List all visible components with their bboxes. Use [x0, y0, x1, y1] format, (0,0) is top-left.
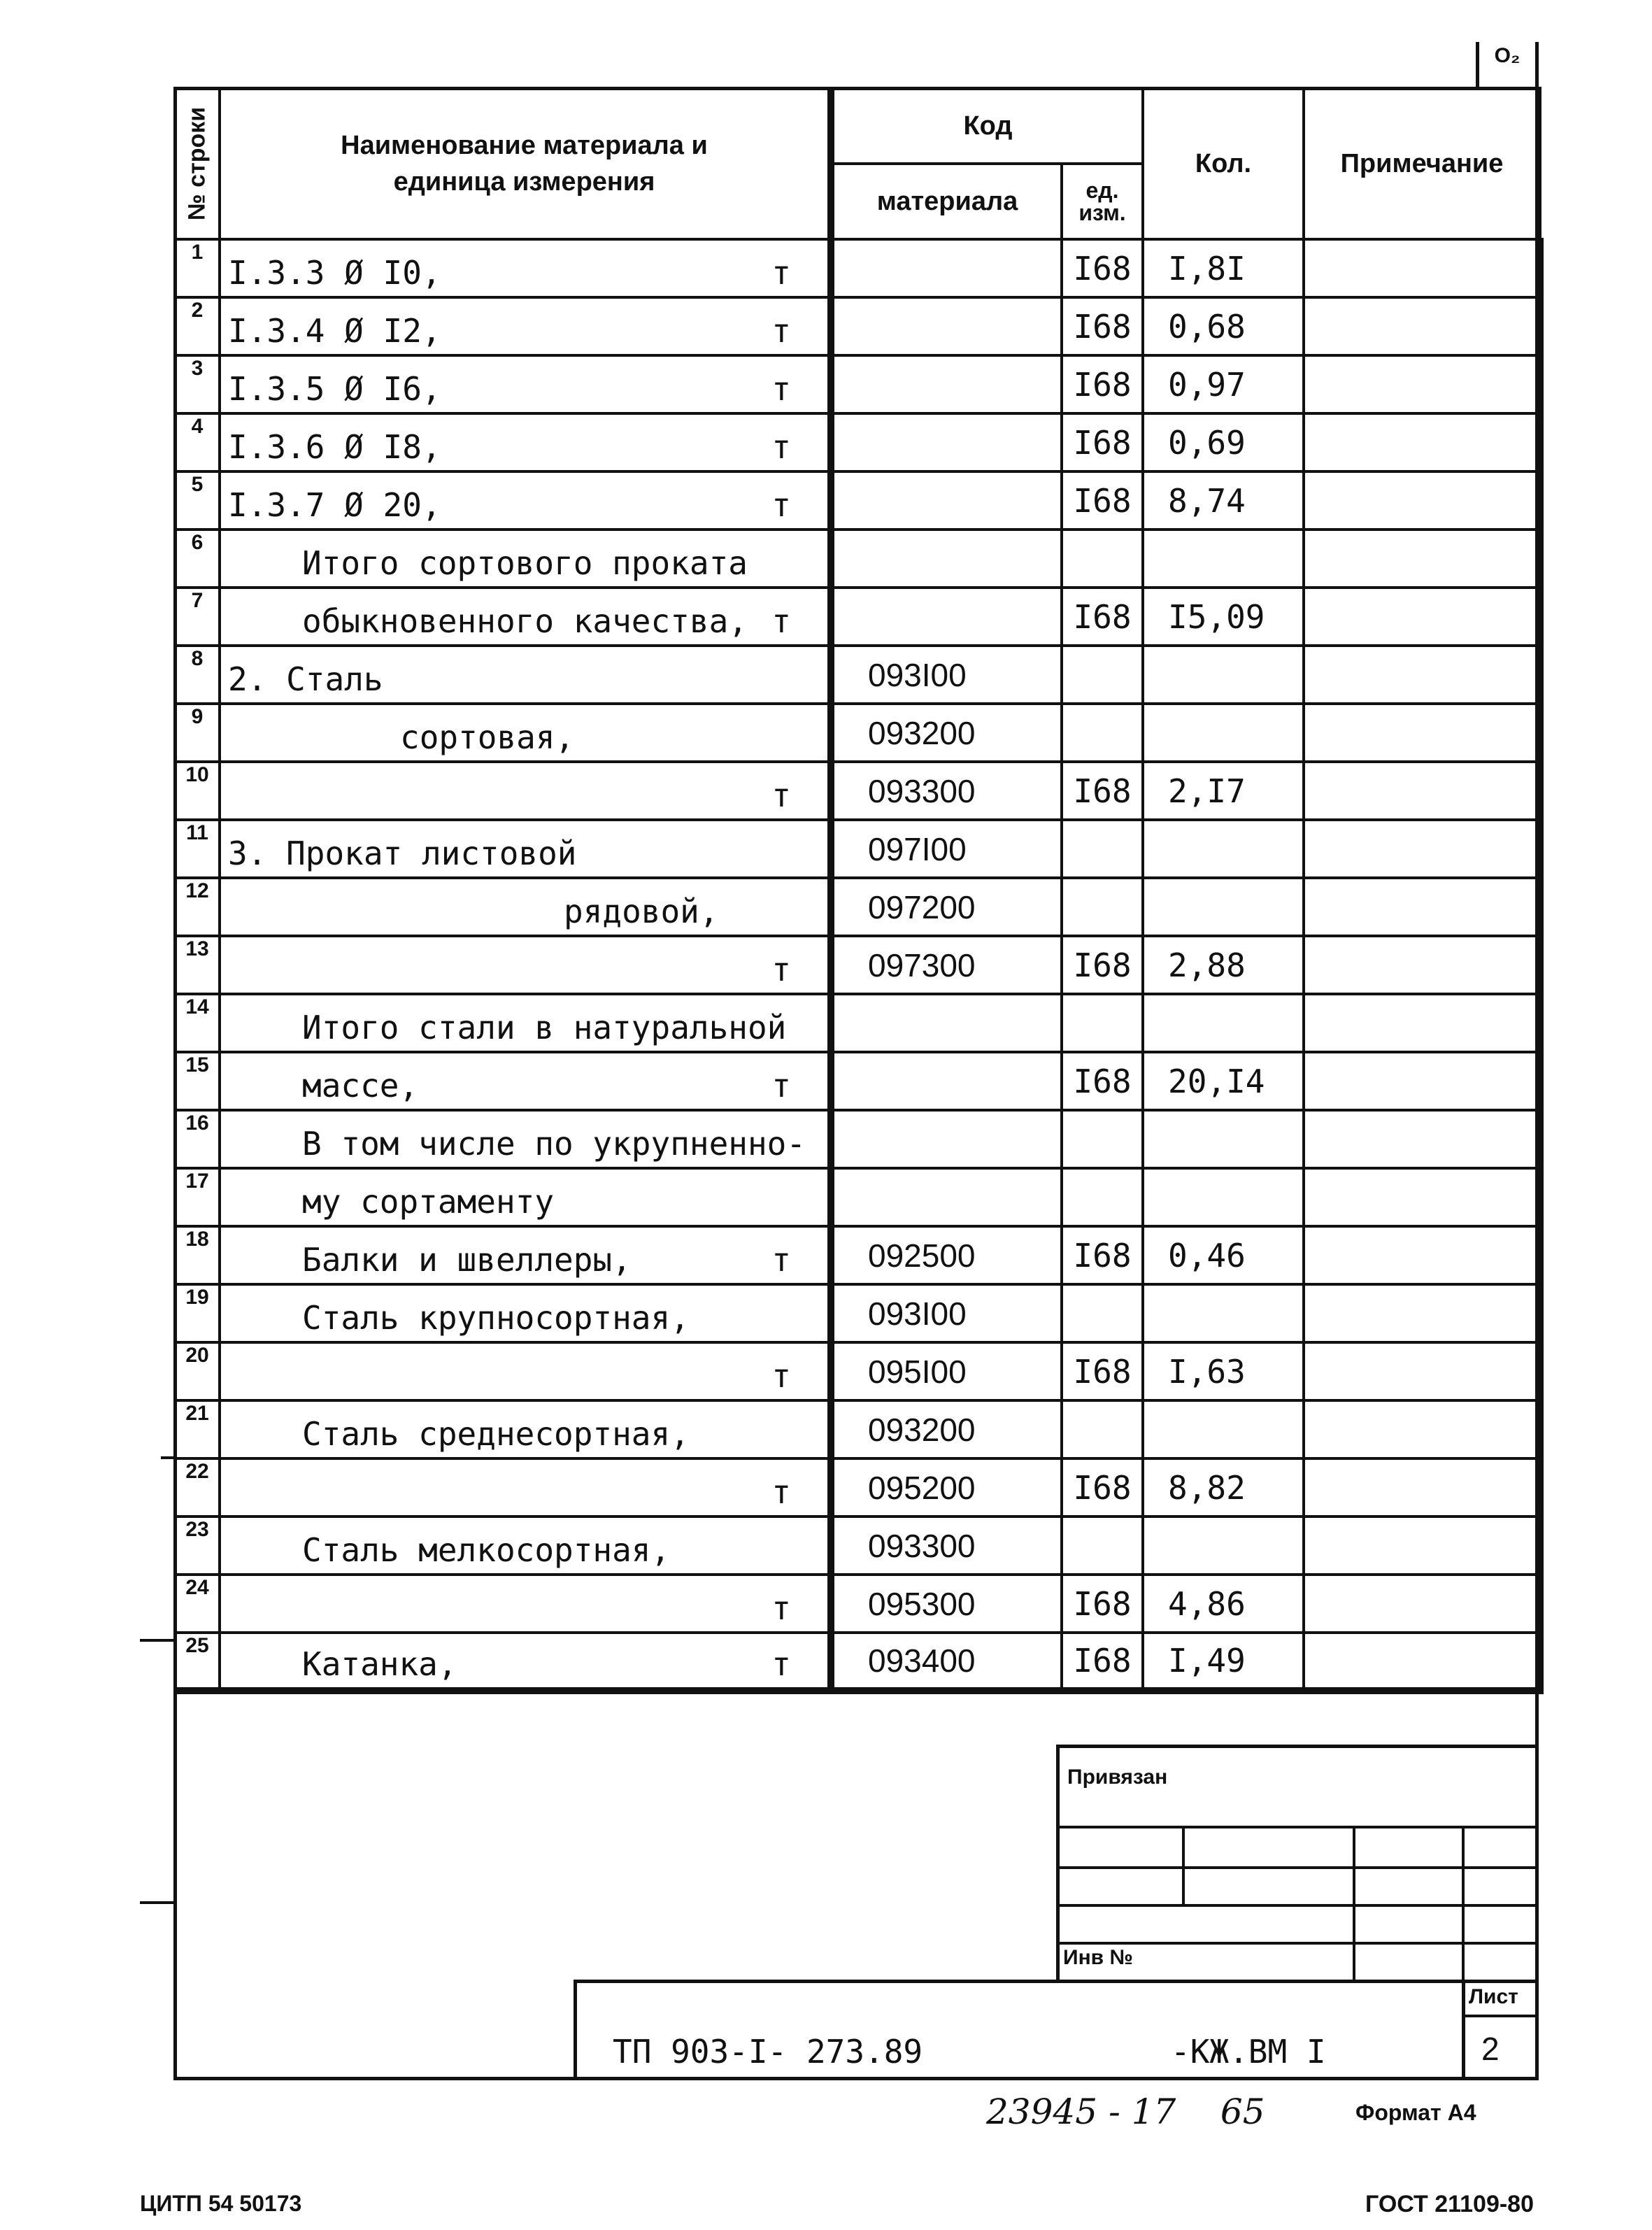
quantity: I,49: [1143, 1633, 1304, 1691]
material-code: 097I00: [831, 820, 1062, 878]
corner-mark-text: О₂: [1494, 44, 1521, 67]
material-code: [831, 994, 1062, 1052]
table-row: [175, 355, 1540, 413]
unit-code: [1062, 1110, 1143, 1168]
material-name-text: Итого сортового проката: [302, 544, 748, 582]
quantity: 0,68: [1143, 297, 1304, 355]
note: [1304, 704, 1540, 762]
material-name: [220, 239, 831, 297]
material-name: [220, 1226, 831, 1284]
quantity: 0,46: [1143, 1226, 1304, 1284]
row-number: 5: [175, 471, 220, 530]
quantity: 8,74: [1143, 471, 1304, 530]
unit-code: [1062, 878, 1143, 936]
material-name-text: Сталь среднесортная,: [302, 1415, 690, 1453]
row-number: 19: [175, 1284, 220, 1342]
table-row: [175, 1110, 1540, 1168]
note: [1304, 1342, 1540, 1400]
note: [1304, 413, 1540, 471]
table-row: [175, 646, 1540, 704]
row-number: 25: [175, 1633, 220, 1691]
material-code: 093300: [831, 1517, 1062, 1575]
unit-letter: т: [771, 486, 791, 524]
material-name-text: рядовой,: [564, 893, 719, 930]
header-code: Код: [831, 88, 1143, 164]
material-name-text: I.3.5 Ø I6,: [228, 370, 441, 408]
note: [1304, 355, 1540, 413]
quantity: 8,82: [1143, 1458, 1304, 1517]
material-code: [831, 588, 1062, 646]
table-row: [175, 297, 1540, 355]
material-name: [220, 1052, 831, 1110]
material-name-text: обыкновенного качества,: [302, 602, 748, 640]
material-code: [831, 1110, 1062, 1168]
material-code: [831, 239, 1062, 297]
unit-code: I68: [1062, 762, 1143, 820]
unit-letter: т: [771, 254, 791, 292]
material-name-text: 3. Прокат листовой: [228, 835, 577, 872]
quantity: 4,86: [1143, 1575, 1304, 1633]
unit-letter: т: [771, 1357, 791, 1395]
table-row: [175, 239, 1540, 297]
row-number: 9: [175, 704, 220, 762]
material-code: 093200: [831, 704, 1062, 762]
table-row: [175, 878, 1540, 936]
unit-code: I68: [1062, 1342, 1143, 1400]
note: [1304, 471, 1540, 530]
quantity: 0,69: [1143, 413, 1304, 471]
row-number: 1: [175, 239, 220, 297]
stamp-sheet-no: 2: [1481, 2031, 1500, 2067]
quantity: [1143, 1517, 1304, 1575]
material-code: [831, 297, 1062, 355]
unit-code: I68: [1062, 1633, 1143, 1691]
unit-letter: т: [771, 1645, 791, 1683]
quantity: [1143, 646, 1304, 704]
material-code: 093I00: [831, 1284, 1062, 1342]
material-name-text: I.3.4 Ø I2,: [228, 312, 441, 350]
table-row: [175, 1168, 1540, 1226]
corner-mark: [1476, 42, 1539, 87]
material-name: [220, 1284, 831, 1342]
material-code: 092500: [831, 1226, 1062, 1284]
unit-letter: т: [771, 776, 791, 814]
quantity: 2,I7: [1143, 762, 1304, 820]
material-name-text: му сортаменту: [302, 1183, 555, 1221]
material-name: [220, 530, 831, 588]
unit-code: [1062, 1400, 1143, 1458]
row-number: 17: [175, 1168, 220, 1226]
unit-letter: т: [771, 1473, 791, 1511]
material-name: [220, 646, 831, 704]
material-name: [220, 1633, 831, 1691]
table-row: [175, 1517, 1540, 1575]
material-code: 095I00: [831, 1342, 1062, 1400]
quantity: [1143, 820, 1304, 878]
row-number: 3: [175, 355, 220, 413]
row-number: 4: [175, 413, 220, 471]
unit-code: I68: [1062, 239, 1143, 297]
table-body: [175, 239, 1540, 1691]
material-name: [220, 1168, 831, 1226]
material-name: [220, 994, 831, 1052]
material-name-text: I.3.6 Ø I8,: [228, 428, 441, 466]
unit-code: [1062, 1517, 1143, 1575]
quantity: 0,97: [1143, 355, 1304, 413]
unit-code: [1062, 704, 1143, 762]
table-row: [175, 588, 1540, 646]
note: [1304, 1517, 1540, 1575]
header-name: Наименование материала и единица измерения: [220, 88, 831, 239]
footer-gost: ГОСТ 21109-80: [1365, 2191, 1534, 2217]
material-name-text: I.3.7 Ø 20,: [228, 486, 441, 524]
unit-code: I68: [1062, 1052, 1143, 1110]
material-code: 093400: [831, 1633, 1062, 1691]
note: [1304, 297, 1540, 355]
materials-table: [173, 87, 1544, 1694]
quantity: [1143, 1110, 1304, 1168]
unit-code: [1062, 530, 1143, 588]
material-name-text: I.3.3 Ø I0,: [228, 254, 441, 292]
note: [1304, 1458, 1540, 1517]
unit-letter: т: [771, 370, 791, 408]
header-row-no: № строки: [175, 88, 220, 239]
material-name-text: сортовая,: [400, 718, 575, 756]
note: [1304, 820, 1540, 878]
material-code: 095200: [831, 1458, 1062, 1517]
row-number: 18: [175, 1226, 220, 1284]
unit-code: I68: [1062, 413, 1143, 471]
row-number: 13: [175, 936, 220, 994]
unit-letter: т: [771, 951, 791, 988]
unit-code: I68: [1062, 355, 1143, 413]
unit-code: [1062, 1284, 1143, 1342]
unit-code: [1062, 646, 1143, 704]
stamp-bound-label: Привязан: [1067, 1766, 1168, 1789]
row-number: 2: [175, 297, 220, 355]
note: [1304, 1400, 1540, 1458]
table-row: [175, 530, 1540, 588]
material-name-text: Катанка,: [302, 1645, 457, 1683]
table-row: [175, 936, 1540, 994]
row-number: 24: [175, 1575, 220, 1633]
material-code: [831, 1168, 1062, 1226]
note: [1304, 878, 1540, 936]
table-row: [175, 1458, 1540, 1517]
table-row: [175, 1284, 1540, 1342]
table-row: [175, 994, 1540, 1052]
row-number: 22: [175, 1458, 220, 1517]
material-code: 097200: [831, 878, 1062, 936]
material-name: [220, 355, 831, 413]
table-row: [175, 471, 1540, 530]
material-name-text: массе,: [302, 1067, 419, 1105]
table-row: [175, 1226, 1540, 1284]
material-name-text: Сталь мелкосортная,: [302, 1531, 671, 1569]
unit-letter: т: [771, 602, 791, 640]
unit-code: [1062, 820, 1143, 878]
quantity: [1143, 1284, 1304, 1342]
table-row: [175, 413, 1540, 471]
table-row: [175, 762, 1540, 820]
row-number: 10: [175, 762, 220, 820]
row-number: 7: [175, 588, 220, 646]
material-name-text: Итого стали в натуральной: [302, 1009, 787, 1046]
note: [1304, 936, 1540, 994]
material-name: [220, 820, 831, 878]
format-label: Формат А4: [1355, 2100, 1476, 2125]
material-name: [220, 1110, 831, 1168]
quantity: I,63: [1143, 1342, 1304, 1400]
unit-letter: т: [771, 312, 791, 350]
quantity: [1143, 530, 1304, 588]
note: [1304, 1226, 1540, 1284]
row-number: 20: [175, 1342, 220, 1400]
row-number: 15: [175, 1052, 220, 1110]
material-code: 095300: [831, 1575, 1062, 1633]
material-name: [220, 1517, 831, 1575]
material-code: [831, 1052, 1062, 1110]
material-name-text: 2. Сталь: [228, 660, 383, 698]
material-code: 097300: [831, 936, 1062, 994]
footer-left-code: ЦИТП 54 50173: [140, 2191, 302, 2216]
note: [1304, 1168, 1540, 1226]
quantity: [1143, 1168, 1304, 1226]
note: [1304, 588, 1540, 646]
material-code: 093200: [831, 1400, 1062, 1458]
material-code: 093I00: [831, 646, 1062, 704]
unit-code: I68: [1062, 936, 1143, 994]
material-name-text: Балки и швеллеры,: [302, 1241, 632, 1279]
unit-code: I68: [1062, 588, 1143, 646]
header-qty: Кол.: [1143, 88, 1304, 239]
note: [1304, 994, 1540, 1052]
material-code: [831, 471, 1062, 530]
stamp-doc-code: ТП 903-I- 273.89: [613, 2033, 923, 2071]
material-name: [220, 936, 831, 994]
table-row: [175, 1633, 1540, 1691]
unit-code: I68: [1062, 471, 1143, 530]
material-code: [831, 413, 1062, 471]
note: [1304, 1052, 1540, 1110]
unit-letter: т: [771, 1067, 791, 1105]
note: [1304, 530, 1540, 588]
material-name: [220, 1458, 831, 1517]
table-row: [175, 1342, 1540, 1400]
handwritten-number: 23945 - 17 65: [986, 2091, 1265, 2132]
table-row: [175, 820, 1540, 878]
material-name-text: Сталь крупносортная,: [302, 1299, 690, 1337]
header-note: Примечание: [1304, 88, 1540, 239]
note: [1304, 239, 1540, 297]
quantity: [1143, 994, 1304, 1052]
material-name: [220, 762, 831, 820]
unit-code: [1062, 994, 1143, 1052]
quantity: I,8I: [1143, 239, 1304, 297]
material-name: [220, 1400, 831, 1458]
quantity: 2,88: [1143, 936, 1304, 994]
unit-letter: т: [771, 1241, 791, 1279]
material-name: [220, 1342, 831, 1400]
row-number: 23: [175, 1517, 220, 1575]
row-number: 16: [175, 1110, 220, 1168]
unit-code: I68: [1062, 297, 1143, 355]
unit-letter: т: [771, 428, 791, 466]
unit-code: I68: [1062, 1226, 1143, 1284]
row-number: 6: [175, 530, 220, 588]
unit-code: [1062, 1168, 1143, 1226]
quantity: I5,09: [1143, 588, 1304, 646]
stamp-inv-label: Инв №: [1063, 1946, 1133, 1969]
material-name: [220, 297, 831, 355]
row-number: 11: [175, 820, 220, 878]
material-name-text: В том числе по укрупненно-: [302, 1125, 806, 1163]
row-number: 8: [175, 646, 220, 704]
note: [1304, 1284, 1540, 1342]
note: [1304, 1110, 1540, 1168]
note: [1304, 762, 1540, 820]
note: [1304, 1575, 1540, 1633]
row-number: 14: [175, 994, 220, 1052]
unit-letter: т: [771, 1589, 791, 1627]
material-code: [831, 355, 1062, 413]
table-row: [175, 1052, 1540, 1110]
unit-code: I68: [1062, 1575, 1143, 1633]
material-name: [220, 588, 831, 646]
note: [1304, 1633, 1540, 1691]
stamp-doc-suffix: -КЖ.ВМ I: [1171, 2033, 1326, 2071]
unit-code: I68: [1062, 1458, 1143, 1517]
material-name: [220, 471, 831, 530]
quantity: [1143, 878, 1304, 936]
header-material: материала: [831, 164, 1062, 239]
header-unit: ед. изм.: [1062, 164, 1143, 239]
quantity: [1143, 1400, 1304, 1458]
material-code: 093300: [831, 762, 1062, 820]
row-number: 21: [175, 1400, 220, 1458]
note: [1304, 646, 1540, 704]
quantity: [1143, 704, 1304, 762]
row-number: 12: [175, 878, 220, 936]
material-name: [220, 878, 831, 936]
material-name: [220, 413, 831, 471]
table-row: [175, 1400, 1540, 1458]
material-code: [831, 530, 1062, 588]
table-row: [175, 704, 1540, 762]
stamp-sheet-label: Лист: [1469, 1985, 1518, 2008]
table-row: [175, 1575, 1540, 1633]
quantity: 20,I4: [1143, 1052, 1304, 1110]
material-name: [220, 1575, 831, 1633]
material-name: [220, 704, 831, 762]
